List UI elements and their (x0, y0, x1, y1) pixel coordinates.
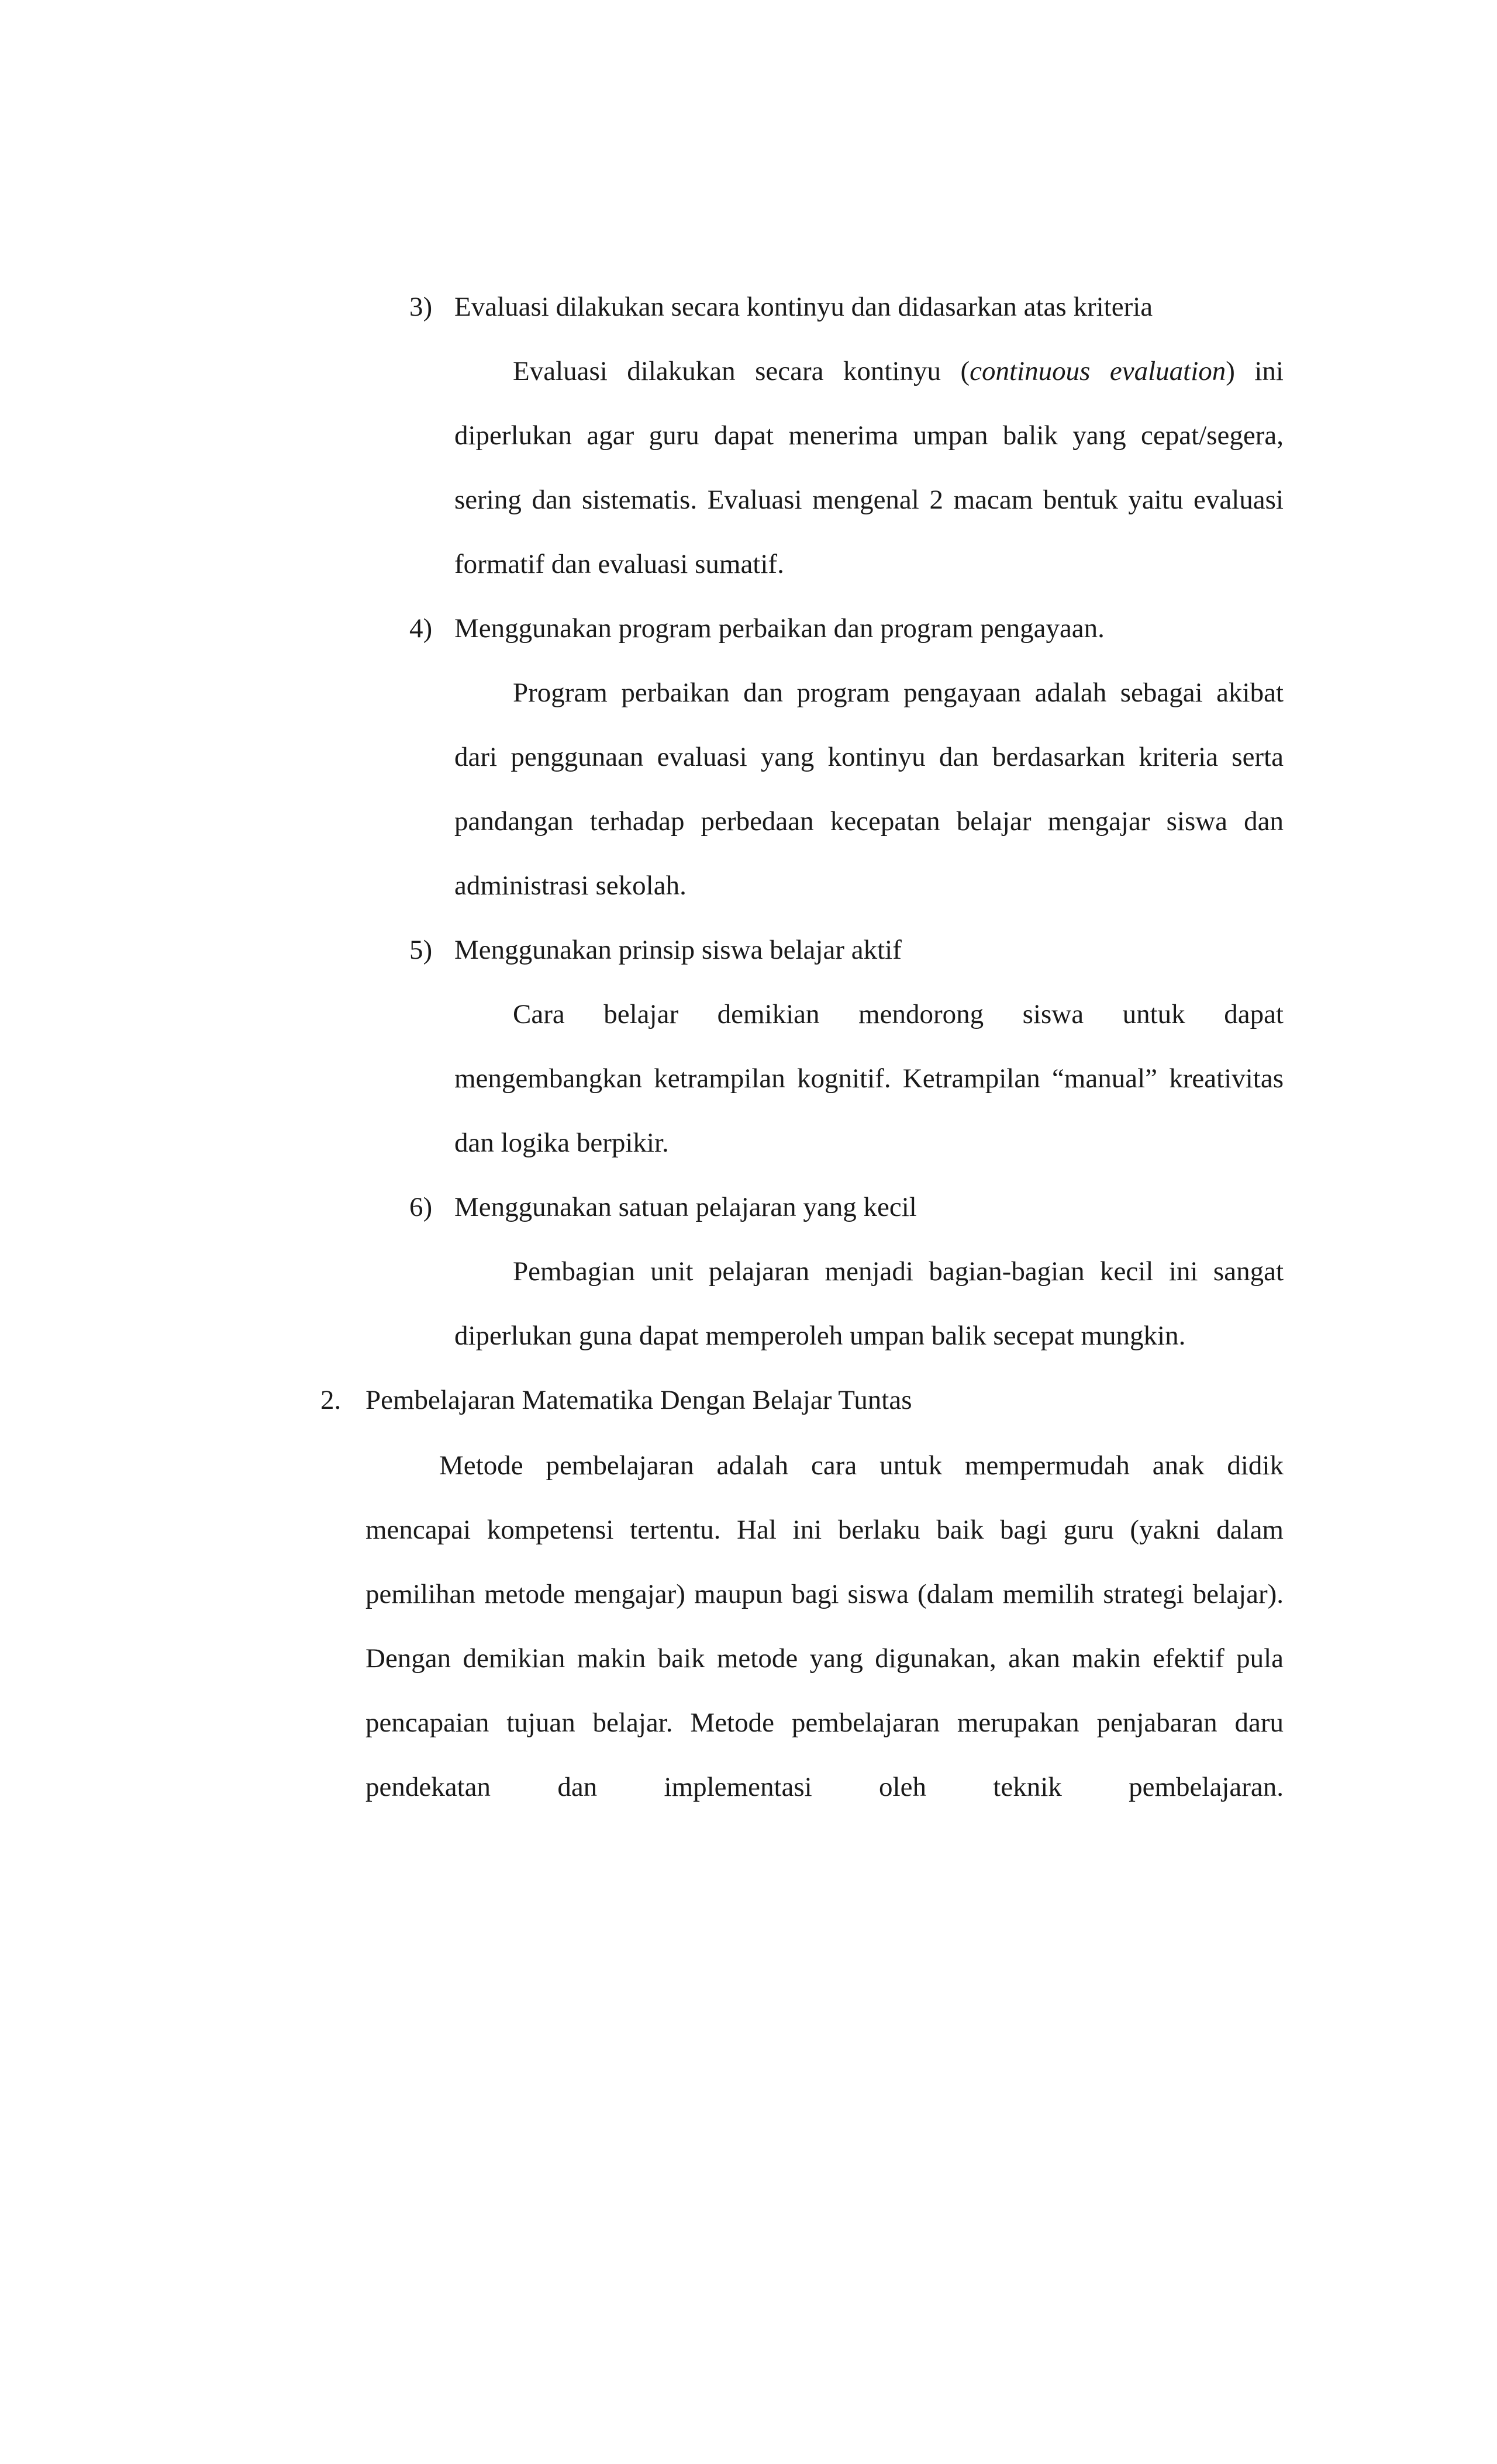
list-item-heading: Menggunakan program perbaikan dan program pengayaan. (454, 613, 1105, 644)
body-text: Evaluasi dilakukan secara kontinyu ( (513, 356, 970, 386)
list-item-number: 5) (409, 935, 433, 965)
list-item-number: 4) (409, 613, 433, 644)
list-item-heading: Evaluasi dilakukan secara kontinyu dan didasarkan atas kriteria (454, 292, 1153, 322)
list-item-body (454, 339, 1284, 596)
section-number: 2. (320, 1385, 342, 1415)
section-heading: Pembelajaran Matematika Dengan Belajar Tuntas (365, 1385, 912, 1415)
list-item-body: Program perbaikan dan program pengayaan adalah sebagai akibat dari penggunaan evaluasi yang kontinyu dan berdasarkan kriteria serta pandangan terhadap perbedaan kecepatan belajar mengajar siswa dan administrasi sekolah. (454, 678, 1284, 901)
list-item-heading: Menggunakan prinsip siswa belajar aktif (454, 935, 902, 965)
list-item-body: Pembagian unit pelajaran menjadi bagian-bagian kecil ini sangat diperlukan guna dapat memperoleh umpan balik secepat mungkin. (454, 1256, 1284, 1351)
list-item-heading: Menggunakan satuan pelajaran yang kecil (454, 1192, 917, 1222)
body-text: ) ini diperlukan agar guru dapat menerima umpan balik yang cepat/segera, sering dan sistematis. Evaluasi mengenal 2 macam bentuk yaitu evaluasi formatif dan evaluasi sumatif. (454, 356, 1284, 579)
section-body: Metode pembelajaran adalah cara untuk mempermudah anak didik mencapai kompetensi tertentu. Hal ini berlaku baik bagi guru (yakni dalam pemilihan metode mengajar) maupun bagi siswa (dalam memilih strategi belajar). Dengan demikian makin baik metode yang digunakan, akan makin efektif pula pencapaian tujuan belajar. Metode pembelajaran merupakan penjabaran daru pendekatan dan implementasi oleh teknik pembelajaran. (365, 1450, 1284, 1802)
list-item-number: 3) (409, 292, 433, 322)
list-item-body: Cara belajar demikian mendorong siswa untuk dapat mengembangkan ketrampilan kognitif. Ketrampilan “manual” kreativitas dan logika berpikir. (454, 999, 1284, 1158)
italic-term: continuous evaluation (970, 356, 1226, 386)
list-item-number: 6) (409, 1192, 433, 1222)
